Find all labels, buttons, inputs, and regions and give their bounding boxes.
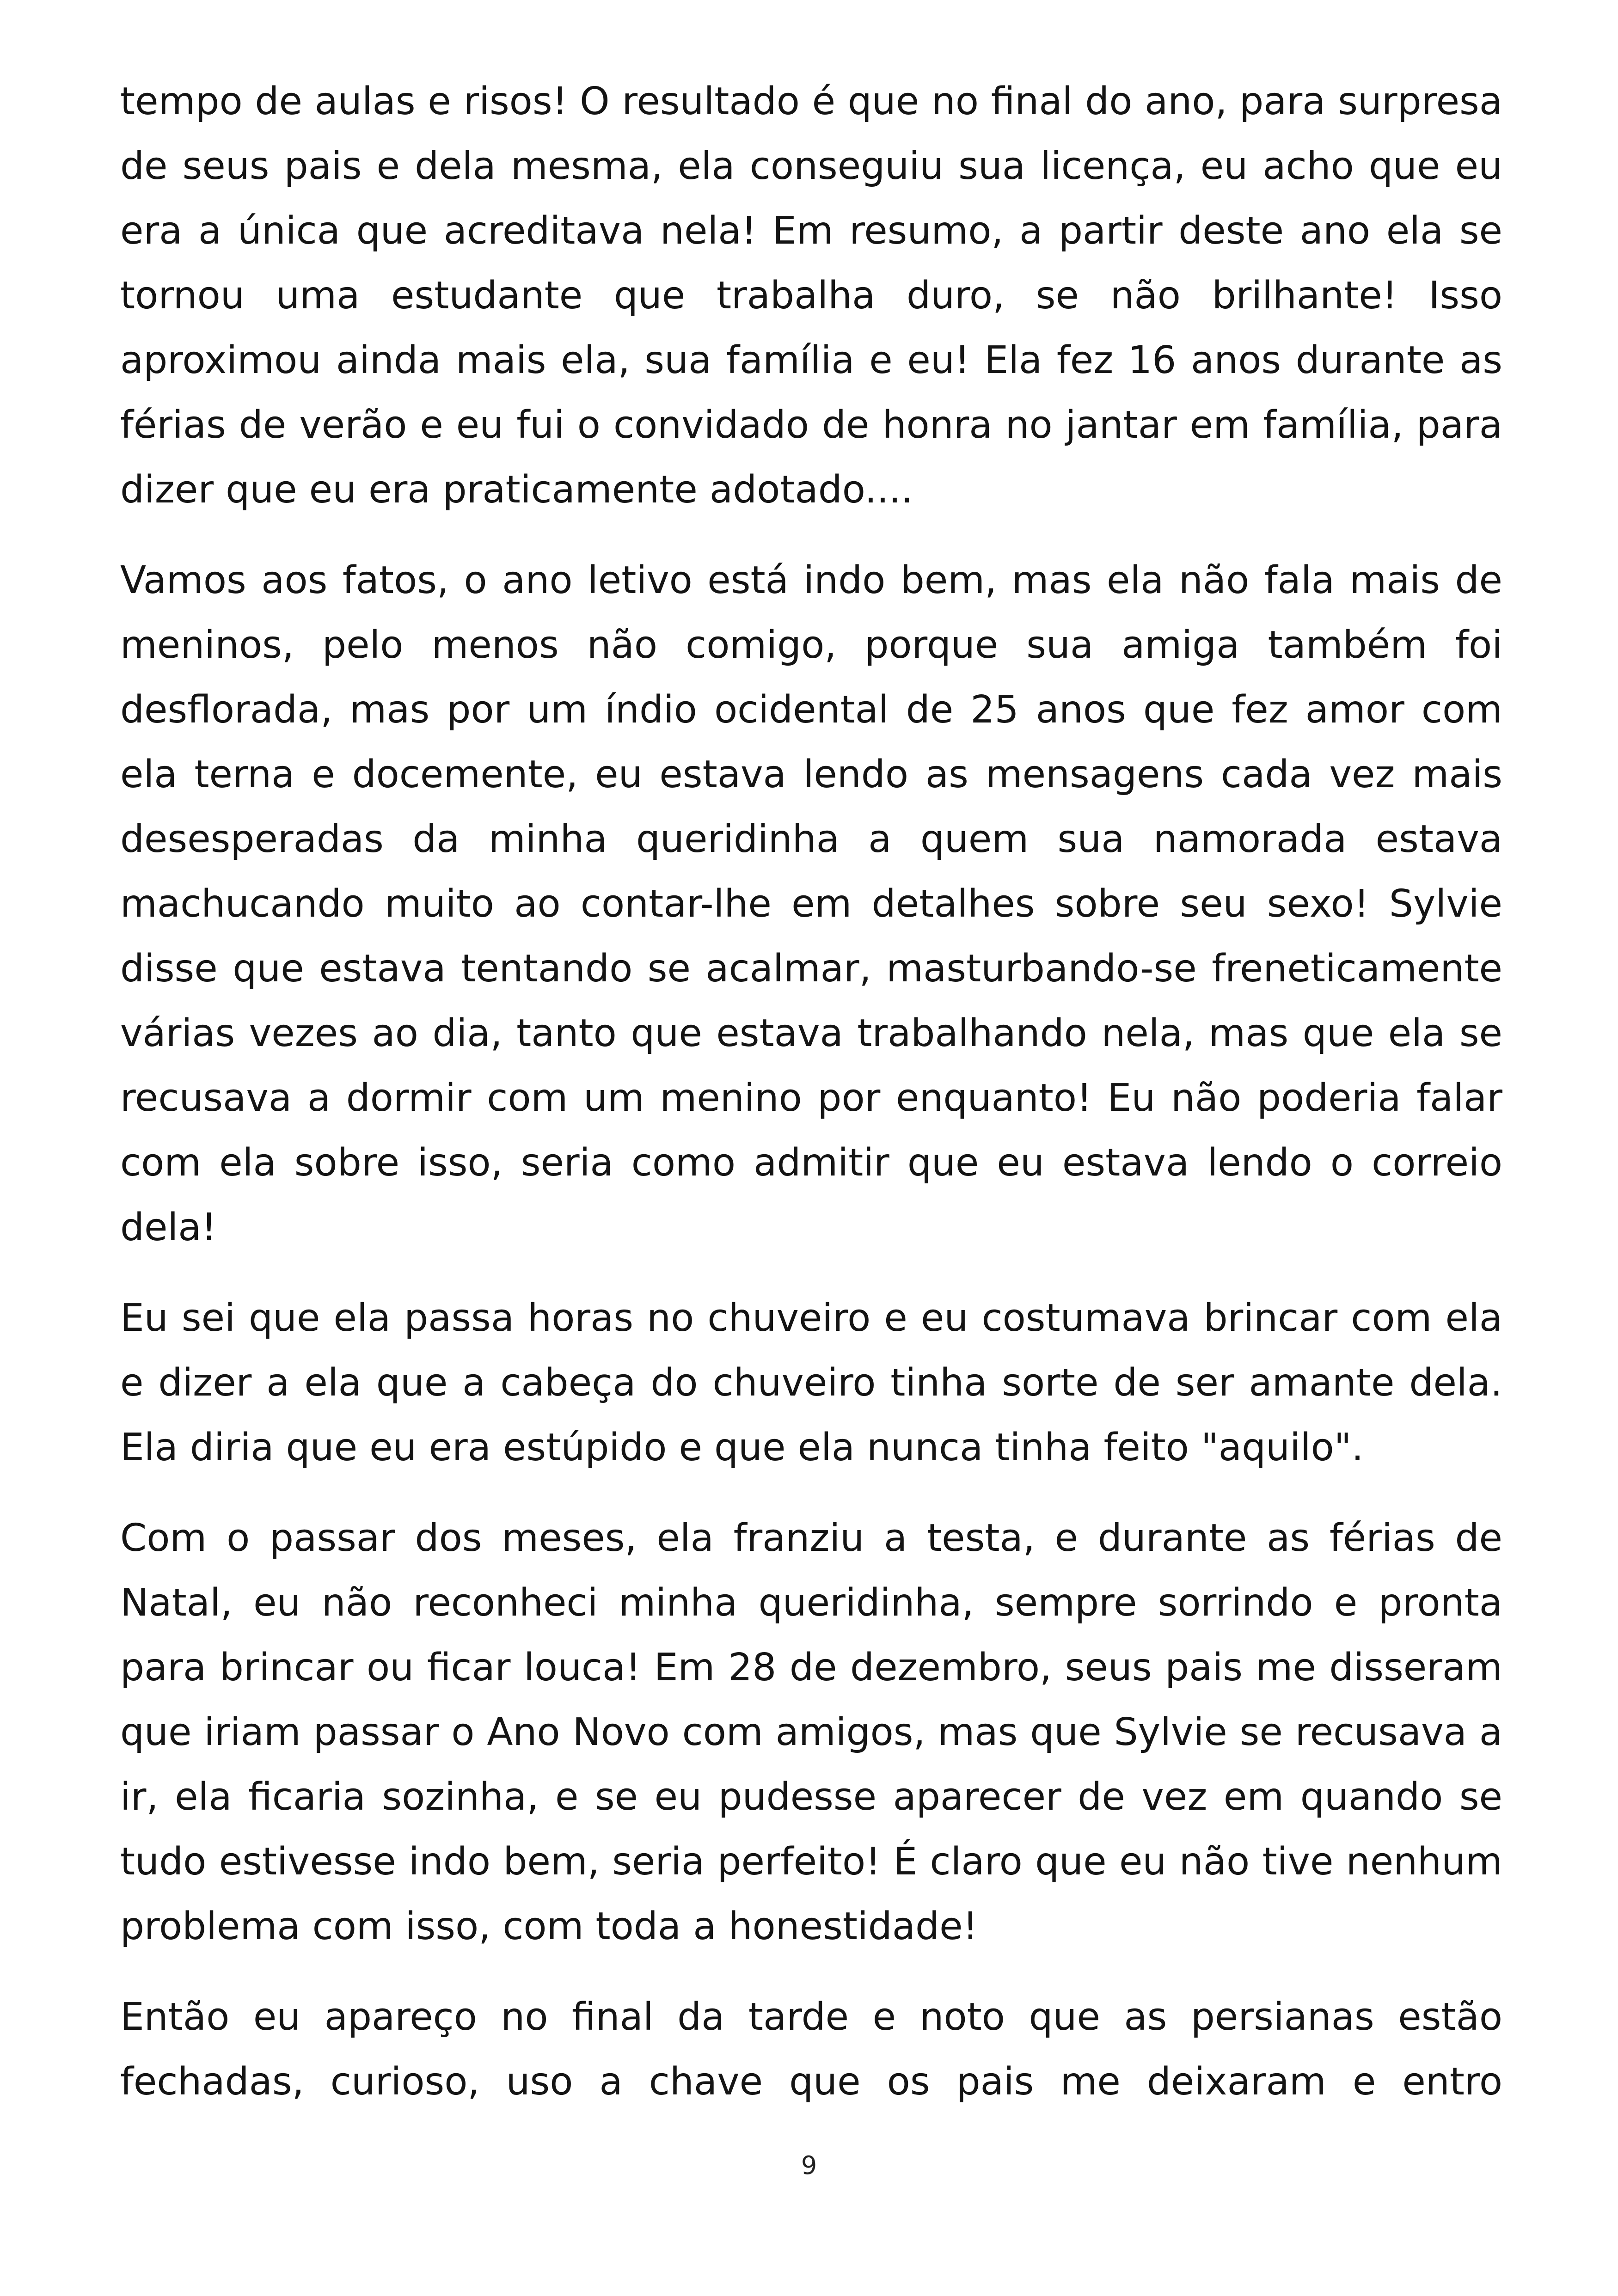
paragraph-2: Vamos aos fatos, o ano letivo está indo bem, mas ela não fala mais de meninos, pelo menos não comigo, porque sua amiga também foi desflorada, mas por um índio ocidental de 25 anos que fez amor com ela terna e docemente, eu estava lendo as mensagens cada vez mais desesperadas da minha queridinha a quem sua namorada estava machucando muito ao contar-lhe em detalhes sobre seu sexo! Sylvie disse que estava tentando se acalmar, masturbando-se freneticamente várias vezes ao dia, tanto que estava trabalhando nela, mas que ela se recusava a dormir com um menino por enquanto! Eu não poderia falar com ela sobre isso, seria como admitir que eu estava lendo o correio dela! [120, 558, 1502, 1249]
page-number: 9 [801, 2151, 817, 2180]
paragraph-1: tempo de aulas e risos! O resultado é que no final do ano, para surpresa de seus pais e dela mesma, ela conseguiu sua licença, eu acho que eu era a única que acreditava nela! Em resumo, a partir deste ano ela se tornou uma estudante que trabalha duro, se não brilhante! Isso aproximou ainda mais ela, sua família e eu! Ela fez 16 anos durante as férias de verão e eu fui o convidado de honra no jantar em família, para dizer que eu era praticamente adotado.... [120, 80, 1502, 512]
paragraph-3: Eu sei que ela passa horas no chuveiro e eu costumava brincar com ela e dizer a ela que a cabeça do chuveiro tinha sorte de ser amante dela. Ela diria que eu era estúpido e que ela nunca tinha feito "aquilo". [120, 1296, 1502, 1469]
paragraph-4: Com o passar dos meses, ela franziu a testa, e durante as férias de Natal, eu não reconheci minha queridinha, sempre sorrindo e pronta para brincar ou ficar louca! Em 28 de dezembro, seus pais me disseram que iriam passar o Ano Novo com amigos, mas que Sylvie se recusava a ir, ela ficaria sozinha, e se eu pudesse aparecer de vez em quando se tudo estivesse indo bem, seria perfeito! É claro que eu não tive nenhum problema com isso, com toda a honestidade! [120, 1516, 1502, 1948]
paragraph-5: Então eu apareço no final da tarde e noto que as persianas estão fechadas, curioso, uso a chave que os pais me deixaram e entro [120, 1995, 1502, 2104]
body-text [120, 69, 1502, 2140]
